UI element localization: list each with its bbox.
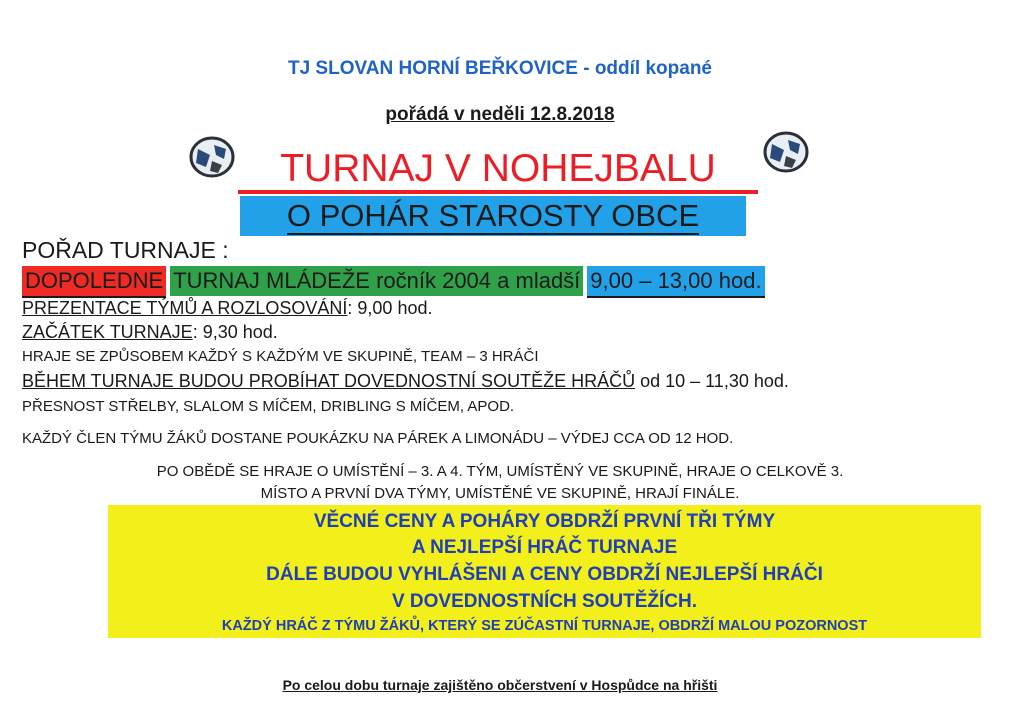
- prizes-line-4: V DOVEDNOSTNÍCH SOUTĚŽÍCH.: [391, 591, 698, 612]
- skills-list: PŘESNOST STŘELBY, SLALOM S MÍČEM, DRIBLING S MÍČEM, APOD.: [22, 398, 515, 415]
- club-name: TJ SLOVAN HORNÍ BEŘKOVICE - oddíl kopané: [287, 58, 712, 79]
- morning-row: [22, 266, 765, 296]
- start-label: ZAČÁTEK TURNAJE: [22, 322, 193, 342]
- youth-tournament-label: TURNAJ MLÁDEŽE ročník 2004 a mladší: [170, 266, 583, 296]
- skills-line: [22, 371, 789, 392]
- skills-label: BĚHEM TURNAJE BUDOU PROBÍHAT DOVEDNOSTNÍ SOUTĚŽE HRÁČŮ: [22, 371, 636, 391]
- afternoon-line-1: PO OBĚDĚ SE HRAJE O UMÍSTĚNÍ – 3. A 4. TÝM, UMÍSTĚNÝ VE SKUPINĚ, HRAJE O CELKOVĚ 3.: [156, 463, 844, 480]
- presentation-time: : 9,00 hod.: [347, 298, 433, 318]
- time-range: 9,00 – 13,00 hod.: [587, 266, 764, 298]
- format-line: HRAJE SE ZPŮSOBEM KAŽDÝ S KAŽDÝM VE SKUPINĚ, TEAM – 3 HRÁČI: [22, 348, 539, 365]
- prizes-line-3: DÁLE BUDOU VYHLÁŠENI A CENY OBDRŽÍ NEJLEPŠÍ HRÁČI: [266, 564, 823, 585]
- morning-label: DOPOLEDNE: [22, 266, 166, 298]
- prizes-box: [108, 505, 981, 638]
- start-line: [22, 322, 278, 343]
- start-time: : 9,30 hod.: [192, 322, 278, 342]
- tournament-subtitle-text: O POHÁR STAROSTY OBCE: [286, 198, 700, 233]
- tournament-subtitle: [240, 196, 746, 236]
- presentation-label: PREZENTACE TÝMŮ A ROZLOSOVÁNÍ: [22, 298, 348, 318]
- presentation-line: [22, 298, 432, 319]
- prizes-line-2: A NEJLEPŠÍ HRÁČ TURNAJE: [411, 537, 678, 558]
- skills-time: od 10 – 11,30 hod.: [635, 371, 789, 391]
- football-icon: [188, 135, 236, 179]
- event-date: pořádá v neděli 12.8.2018: [385, 104, 615, 125]
- prizes-line-1: VĚCNÉ CENY A POHÁRY OBDRŽÍ PRVNÍ TŘI TÝMY: [313, 511, 776, 532]
- refreshments-note: Po celou dobu turnaje zajištěno občerstvení v Hospůdce na hřišti: [282, 677, 718, 693]
- afternoon-line-2: MÍSTO A PRVNÍ DVA TÝMY, UMÍSTĚNÉ VE SKUPINĚ, HRAJÍ FINÁLE.: [260, 485, 740, 502]
- prizes-line-5: KAŽDÝ HRÁČ Z TÝMU ŽÁKŮ, KTERÝ SE ZÚČASTNÍ TURNAJE, OBDRŽÍ MALOU POZORNOST: [221, 618, 868, 634]
- voucher-line: KAŽDÝ ČLEN TÝMU ŽÁKŮ DOSTANE POUKÁZKU NA PÁREK A LIMONÁDU – VÝDEJ CCA OD 12 HOD.: [22, 430, 734, 447]
- football-icon: [762, 130, 810, 174]
- program-heading: POŘAD TURNAJE :: [22, 237, 229, 263]
- tournament-title: TURNAJ V NOHEJBALU: [238, 148, 758, 194]
